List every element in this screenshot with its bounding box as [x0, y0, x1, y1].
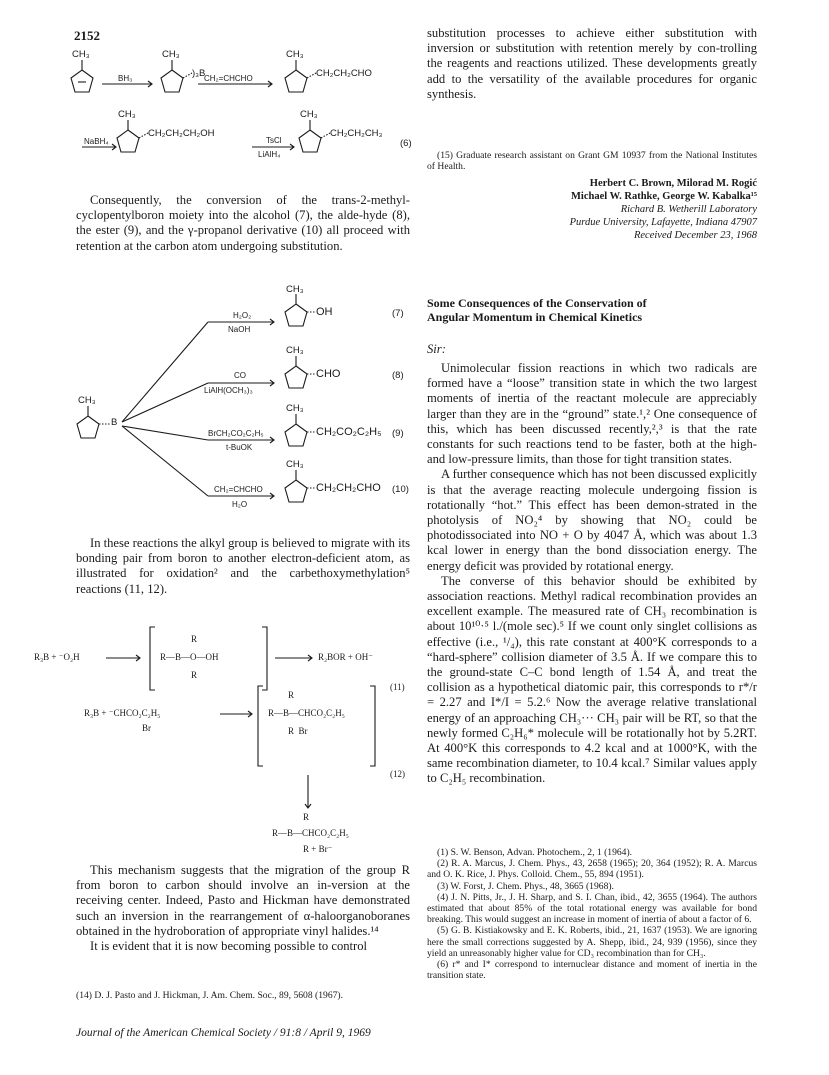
- paragraph: In these reactions the alkyl group is believed to migrate with its bonding pair from boron to another electron-deficient atom, as illustrated for oxidation² and the carbethoxymethylation⁵ reactions (11, 12).: [76, 536, 411, 596]
- reagent-lialh4: LiAlH₄: [258, 150, 281, 159]
- ch3-label: CH₃: [286, 284, 304, 295]
- eq11-complex: R—B—O—OH: [160, 652, 219, 662]
- article-title-line: Some Consequences of the Conservation of: [427, 296, 647, 310]
- eq11-rhs: R₂BOR + OH⁻: [318, 652, 373, 662]
- author-names: Michael W. Rathke, George W. Kabalka¹⁵: [571, 191, 757, 202]
- journal-footer: Journal of the American Chemical Society / 91:8 / April 9, 1969: [76, 1027, 371, 1039]
- footnote: (2) R. A. Marcus, J. Chem. Phys., 43, 2658 (1965); 20, 364 (1952); R. A. Marcus and O. K. Rice, J. Phys. Colloid. Chem., 55, 894 (1951).: [427, 858, 757, 881]
- right-column-body: [427, 361, 757, 787]
- salutation: Sir:: [427, 342, 446, 356]
- equation-number: (11): [390, 682, 405, 692]
- reagent: CH₂=CHCHO: [214, 485, 263, 494]
- right-column-top: [427, 26, 757, 102]
- article-title-line: Angular Momentum in Chemical Kinetics: [427, 310, 643, 324]
- ch3-label: CH₃: [72, 49, 90, 60]
- footnote-15: [427, 150, 757, 172]
- reagent: NaOH: [228, 325, 251, 334]
- paragraph: substitution processes to achieve either substitution with inversion or substitution with retention merely by con-trolling the reagents and reactions utilized. These developments greatly add to the versatility of the available procedures for organic synthesis.: [427, 26, 757, 101]
- equation-number: (12): [390, 769, 405, 779]
- footnote: (4) J. N. Pitts, Jr., J. H. Sharp, and S. I. Chan, ibid., 42, 3655 (1964). The authors estimated that about 85% of the total rotational energy was available for bond breaking. This would suggest an increase in moment of inertia of about a factor of 6.: [427, 891, 757, 926]
- paragraph: Consequently, the conversion of the trans-2-methyl-cyclopentylboron moiety into the alcohol (7), the alde-hyde (8), the ester (9), and the γ-propanol derivative (10) all proceed with retention at the carbon atom undergoing substitution.: [76, 193, 410, 253]
- footnote: (14) D. J. Pasto and J. Hickman, J. Am. Chem. Soc., 89, 5608 (1967).: [76, 990, 344, 1001]
- ch3-label: CH₃: [286, 403, 304, 414]
- ch3-label: CH₃: [286, 345, 304, 356]
- borane-label: )₃B: [192, 68, 206, 79]
- product-9: CH₂CO₂C₂H₅: [316, 426, 382, 438]
- ch3-label: CH₃: [162, 49, 180, 60]
- footnote: (3) W. Forst, J. Chem. Phys., 48, 3665 (1968).: [437, 880, 614, 892]
- reagent: CO: [234, 371, 246, 380]
- eq12-complex: R Br: [288, 726, 308, 736]
- paragraph: The converse of this behavior should be exhibited by association reactions. Methyl radical recombination provides an excellent example. The measured rate of CH₃ recombination is about 10¹⁰·⁵ l./(mole sec).⁵ If we count only singlet collisions as effective (i.e., ¹/₄), this rate constant at 400°K corresponds to a “hard-sphere” collision diameter of 3.5 Å. If we compare this to the ground-state C–C bond length of 1.54 Å, and treat the collision as a hypothetical diatomic pair, this corresponds to r*/r = 2.27 and I*/I = 5.2.⁶ Now the average relative translational energy of an approaching CH₃··· CH₃ pair will be RT, so that the newly formed C₂H₆* molecule will be rotationally hot by 5.2RT. At 400°K this corresponds to 4.2 kcal and at 1000°K, with the same recombination diameter, to 10.4 kcal.⁷ Similar values apply to C₂H₅ recombination.: [427, 573, 757, 786]
- aldehyde-label: CH₂CH₂CHO: [316, 68, 372, 79]
- paragraph: A further consequence which has not been discussed explicitly is that the average reacting molecule undergoing fission is rotationally “hot.” This effect has been demon-strated in the photolysis of NO₂⁴ by showing that NO₂ could be photodissociated into NO + O by 4047 Å, which was about 1.3 kcal lower in energy than the bond dissociation energy. The energy deficit was provided by rotational energy.: [427, 467, 757, 573]
- equation-number: (10): [392, 484, 409, 495]
- eq11-complex: R: [191, 634, 198, 644]
- eq12-complex: R—B—CHCO₂C₂H₅: [268, 708, 345, 718]
- eq12-complex: R: [288, 690, 295, 700]
- footnote-14: [76, 990, 410, 1001]
- footnote: (1) S. W. Benson, Advan. Photochem., 2, 1 (1964).: [437, 847, 633, 858]
- product-10: CH₂CH₂CHO: [316, 482, 381, 494]
- eq11-complex: R: [191, 670, 198, 680]
- product-7: OH: [316, 306, 333, 318]
- eq12-lhs: Br: [142, 723, 151, 733]
- eq12-product: R + Br⁻: [303, 844, 333, 854]
- ch3-label: CH₃: [118, 109, 136, 120]
- reagent-bh3: BH₃: [118, 74, 133, 83]
- author-names: Herbert C. Brown, Milorad M. Rogić: [589, 178, 757, 189]
- footnote: (5) G. B. Kistiakowsky and E. K. Roberts, ibid., 21, 1637 (1953). We are ignoring here the small corrections suggested by A. Shepp, ibid., 24, 939 (1956), since they yield an unreasonably higher value for CD₃ recombination than for CH₃.: [427, 925, 757, 959]
- footnote: (15) Graduate research assistant on Grant GM 10937 from the National Institutes of Health.: [427, 150, 757, 173]
- right-footnotes: [427, 847, 757, 981]
- ch3-label: CH₃: [286, 459, 304, 470]
- eq12-lhs: R₃B + ⁻CHCO₂C₂H₅: [84, 708, 161, 718]
- reagent: H₂O₂: [233, 311, 252, 320]
- equation-number: (7): [392, 308, 404, 319]
- ch3-label: CH₃: [300, 109, 318, 120]
- footnote: (6) r* and I* correspond to internuclear distance and moment of inertia in the transition state.: [427, 959, 757, 982]
- signature-block: [427, 177, 757, 242]
- reagent: LiAlH(OCH₃)₃: [204, 386, 253, 395]
- reagent: t-BuOK: [226, 443, 253, 452]
- reagent-tscl: TsCl: [266, 136, 282, 145]
- paragraph: Unimolecular fission reactions in which two radicals are formed have a “loose” transition state in which the two largest moments of inertia of the reactant molecule are appreciably larger than they are in the “ground” state.¹,² One consequence of this, which has been discussed recently,²,³ is that the rate constants for such reactions tend to be faster, both at the high- and low-pressure limits, than those for tight transition states.: [427, 361, 757, 467]
- affiliation: Purdue University, Lafayette, Indiana 47907: [569, 217, 757, 228]
- boron-label: B: [111, 417, 118, 428]
- reagent-acrolein: CH₂=CHCHO: [204, 74, 253, 83]
- eq12-product: R: [303, 812, 310, 822]
- product-8: CHO: [316, 368, 341, 380]
- left-column-block-3: [76, 863, 410, 954]
- propyl-label: CH₂CH₂CH₃: [330, 128, 383, 139]
- paragraph: This mechanism suggests that the migration of the group R from boron to carbon should involve an in-version at the receiving center. Indeed, Pasto and Hickman have demonstrated such an inversion in the rearrangement of α-haloorganoboranes obtained in the hydroboration of appropriate vinyl halides.¹⁴: [76, 863, 410, 938]
- eq12-product: R—B—CHCO₂C₂H₅: [272, 828, 349, 838]
- page-number: 2152: [74, 28, 100, 43]
- ch3-label: CH₃: [286, 49, 304, 60]
- ch3-label: CH₃: [78, 395, 96, 406]
- affiliation: Richard B. Wetherill Laboratory: [620, 204, 757, 215]
- reagent: H₂O: [232, 500, 248, 509]
- paragraph: It is evident that it is now becoming possible to control: [90, 939, 368, 954]
- equation-number: (9): [392, 428, 404, 439]
- alcohol-label: CH₂CH₂CH₂OH: [148, 128, 215, 139]
- reagent-nabh4: NaBH₄: [84, 137, 109, 146]
- article-title: [427, 296, 757, 324]
- received-date: Received December 23, 1968: [633, 230, 757, 241]
- reagent: BrCH₂CO₂C₂H₅: [208, 429, 264, 438]
- eq11-lhs: R₃B + ⁻O₂H: [34, 652, 80, 662]
- equation-number: (8): [392, 370, 404, 381]
- equation-number: (6): [400, 138, 412, 149]
